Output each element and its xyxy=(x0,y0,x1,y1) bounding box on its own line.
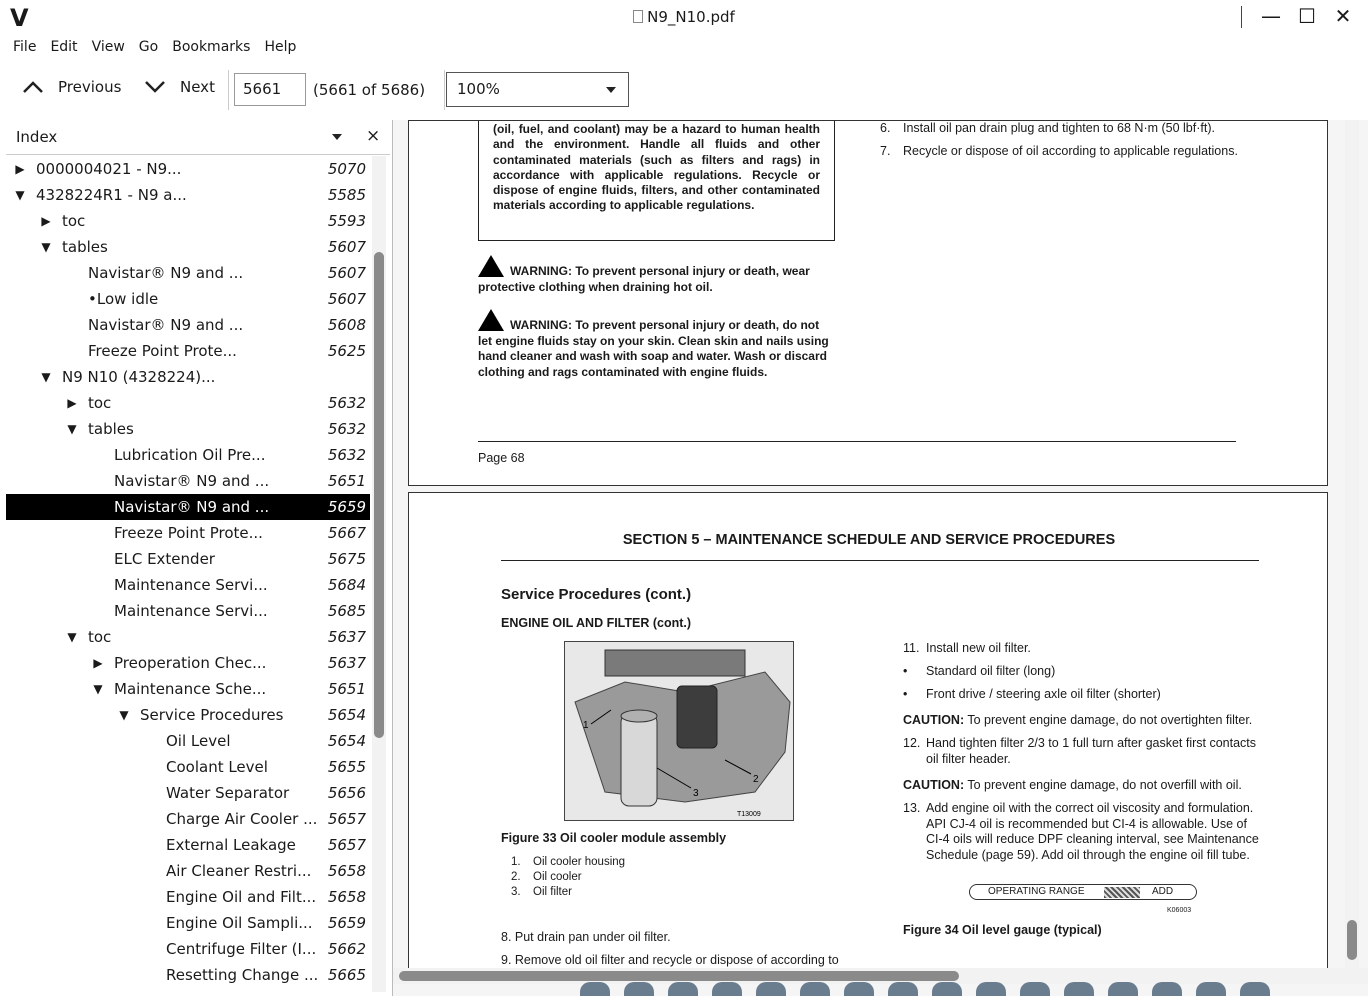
sidebar-scrollbar-thumb[interactable] xyxy=(374,252,384,738)
chevron-up-icon xyxy=(22,80,44,94)
index-tree-item[interactable] xyxy=(6,650,370,676)
index-tree-item[interactable] xyxy=(6,806,370,832)
index-tree-item-label: Freeze Point Prote... xyxy=(88,342,237,360)
index-tree-item-label: toc xyxy=(88,394,112,412)
window-controls xyxy=(1241,6,1356,28)
index-tree-item[interactable] xyxy=(6,832,370,858)
warning-hot-oil-text: WARNING: To prevent personal injury or death, wear protective clothing when draining hot oil. xyxy=(478,264,810,294)
dropdown-arrow-icon xyxy=(606,87,616,93)
figure-code: T13009 xyxy=(737,811,761,818)
pdf-page-68 xyxy=(408,120,1328,486)
legend-text: Oil cooler xyxy=(533,871,582,883)
step-8: 8. Put drain pan under oil filter. xyxy=(501,930,671,944)
index-tree-item[interactable] xyxy=(6,572,370,598)
sidebar xyxy=(0,120,392,996)
sidebar-mode-dropdown-icon[interactable] xyxy=(332,134,342,140)
taskbar-icon[interactable] xyxy=(712,982,742,996)
warning-triangle-icon xyxy=(478,309,504,331)
index-tree-item-label: 4328224R1 - N9 a... xyxy=(36,186,187,204)
collapsed-triangle-icon[interactable]: ▶ xyxy=(15,162,25,176)
expanded-triangle-icon[interactable]: ▼ xyxy=(41,240,51,254)
index-tree-item-label: Air Cleaner Restri... xyxy=(166,862,312,880)
index-tree-item[interactable] xyxy=(6,182,370,208)
warning-skin-contact xyxy=(478,309,835,380)
footer-rule xyxy=(478,441,1236,442)
index-tree-item-page: 5632 xyxy=(327,420,366,438)
taskbar-peek xyxy=(580,982,1340,996)
index-tree-item-page: 5675 xyxy=(327,550,366,568)
expanded-triangle-icon[interactable]: ▼ xyxy=(15,188,25,202)
app-logo: V xyxy=(10,4,29,32)
index-tree-item[interactable] xyxy=(6,780,370,806)
index-tree-item[interactable] xyxy=(6,962,370,988)
index-tree-item-page: 5651 xyxy=(327,680,366,698)
index-tree-item[interactable] xyxy=(6,494,370,520)
step-6: Install oil pan drain plug and tighten to 68 N·m (50 lbf·ft). xyxy=(903,121,1215,135)
oil-cooler-housing-shape xyxy=(605,650,745,676)
sidebar-title: Index xyxy=(16,128,58,146)
minimize-button[interactable]: — xyxy=(1261,4,1281,28)
zoom-value: 100% xyxy=(457,80,500,98)
maximize-button[interactable]: ☐ xyxy=(1298,4,1316,28)
expanded-triangle-icon[interactable]: ▼ xyxy=(119,708,129,722)
index-tree-item[interactable] xyxy=(6,728,370,754)
legend-item xyxy=(511,855,625,870)
caution-text: To prevent engine damage, do not overfill with oil. xyxy=(967,778,1242,792)
oil-cooler-shape xyxy=(677,686,717,748)
index-tree-item-page: 5607 xyxy=(327,238,366,256)
index-tree-item-label: Engine Oil and Filt... xyxy=(166,888,317,906)
figure-33-legend xyxy=(511,855,625,900)
index-tree-item-label: Engine Oil Sampli... xyxy=(166,914,313,932)
warning-skin-contact-text: WARNING: To prevent personal injury or death, do not let engine fluids stay on your skin. Clean skin and nails using hand cleaner and wash with soap and water. Wash or discard clothing and rags contaminated with engine fluids. xyxy=(478,318,829,379)
hazard-notice-box: (oil, fuel, and coolant) may be a hazard to human health and the environment. Handle all fluids and other contaminated materials (such as filters and rags) in accordance with applicable regulations. Recycle or dispose of engine fluids, filters, and other contaminated materials according to applicable regulations. xyxy=(478,120,835,241)
index-tree-item[interactable] xyxy=(6,390,370,416)
bullet-standard-filter: Standard oil filter (long) xyxy=(926,664,1056,678)
sidebar-scrollbar[interactable] xyxy=(372,156,386,992)
index-tree-item[interactable] xyxy=(6,156,370,182)
index-tree-item-page: 5607 xyxy=(327,290,366,308)
taskbar-icon[interactable] xyxy=(1240,982,1270,996)
previous-label: Previous xyxy=(58,78,122,96)
step-12: Hand tighten filter 2/3 to 1 full turn after gasket first contacts oil filter header. xyxy=(926,736,1257,766)
caution-label: CAUTION: xyxy=(903,713,965,727)
index-tree-item-page: 5651 xyxy=(327,472,366,490)
figure-34-caption: Figure 34 Oil level gauge (typical) xyxy=(903,923,1102,937)
viewer-vertical-scrollbar-thumb[interactable] xyxy=(1347,920,1357,960)
window-controls-separator xyxy=(1241,6,1242,28)
taskbar-icon[interactable] xyxy=(756,982,786,996)
page-count: (5661 of 5686) xyxy=(313,81,426,99)
title-bar xyxy=(0,0,1368,36)
taskbar-icon[interactable] xyxy=(844,982,874,996)
index-tree-item[interactable] xyxy=(6,338,370,364)
index-tree-item[interactable] xyxy=(6,416,370,442)
index-tree-item-page: 5625 xyxy=(327,342,366,360)
index-tree-item[interactable] xyxy=(6,208,370,234)
index-tree-item-page: 5637 xyxy=(327,628,366,646)
caution-overtighten xyxy=(903,713,1263,729)
taskbar-icon[interactable] xyxy=(800,982,830,996)
index-tree-item-label: Freeze Point Prote... xyxy=(114,524,263,542)
step-6-number: 6. xyxy=(880,121,891,135)
index-tree-item-label: Navistar® N9 and ... xyxy=(88,264,244,282)
legend-number: 3. xyxy=(511,886,521,898)
index-tree-item-label: Maintenance Servi... xyxy=(114,602,268,620)
legend-item xyxy=(511,885,625,900)
index-tree-item[interactable] xyxy=(6,884,370,910)
bullet-icon: • xyxy=(903,687,908,701)
step-7: Recycle or dispose of oil according to applicable regulations. xyxy=(903,144,1238,158)
index-tree-item-label: tables xyxy=(88,420,134,438)
index-tree-item[interactable] xyxy=(6,702,370,728)
index-tree-item-page: 5658 xyxy=(327,888,366,906)
index-tree-item-page: 5685 xyxy=(327,602,366,620)
index-tree-item[interactable] xyxy=(6,364,370,390)
index-tree-item-label: Preoperation Chec... xyxy=(114,654,267,672)
index-tree-item-label: Oil Level xyxy=(166,732,231,750)
index-tree-item-label: Navistar® N9 and ... xyxy=(114,498,270,516)
menu-bar xyxy=(0,36,1368,60)
index-tree-item[interactable] xyxy=(6,754,370,780)
callout-2: 2 xyxy=(753,774,759,785)
taskbar-icon[interactable] xyxy=(1152,982,1182,996)
viewer-horizontal-scrollbar-thumb[interactable] xyxy=(399,971,959,981)
index-tree-item-label: Water Separator xyxy=(166,784,290,802)
subtitle: Service Procedures (cont.) xyxy=(501,586,692,603)
index-tree-item-page: 5654 xyxy=(327,706,366,724)
figure-33-caption: Figure 33 Oil cooler module assembly xyxy=(501,831,727,845)
gauge-add: ADD xyxy=(1152,886,1174,897)
menu-bookmarks[interactable]: Bookmarks xyxy=(172,39,251,55)
index-tree-item-page: 5659 xyxy=(327,914,366,932)
step-11-number: 11. xyxy=(903,641,920,655)
legend-text: Oil filter xyxy=(533,886,572,898)
index-tree-item-label: Charge Air Cooler ... xyxy=(166,810,318,828)
index-tree-item-label: 0000004021 - N9... xyxy=(36,160,182,178)
index-tree xyxy=(6,156,370,992)
document-icon xyxy=(633,10,643,23)
callout-3: 3 xyxy=(693,788,699,799)
warning-hot-oil xyxy=(478,255,835,295)
index-tree-item-label: •Low idle xyxy=(88,290,159,308)
index-tree-item-page: 5657 xyxy=(327,810,366,828)
index-tree-item[interactable] xyxy=(6,936,370,962)
index-tree-item-label: Coolant Level xyxy=(166,758,268,776)
index-tree-item-page: 5662 xyxy=(327,940,366,958)
expanded-triangle-icon[interactable]: ▼ xyxy=(67,422,77,436)
taskbar-icon[interactable] xyxy=(932,982,962,996)
collapsed-triangle-icon[interactable]: ▶ xyxy=(93,656,103,670)
taskbar-icon[interactable] xyxy=(668,982,698,996)
collapsed-triangle-icon[interactable]: ▶ xyxy=(67,396,77,410)
step-9: 9. Remove old oil filter and recycle or dispose of according to xyxy=(501,953,839,967)
index-tree-item[interactable] xyxy=(6,234,370,260)
taskbar-icon[interactable] xyxy=(1064,982,1094,996)
legend-text: Oil cooler housing xyxy=(533,856,626,868)
window-title xyxy=(0,4,1368,28)
oil-cooler-module-figure xyxy=(564,641,794,821)
index-tree-item-page: 5632 xyxy=(327,394,366,412)
index-tree-item-page: 5658 xyxy=(327,862,366,880)
index-tree-item-page: 5684 xyxy=(327,576,366,594)
index-tree-item[interactable] xyxy=(6,260,370,286)
taskbar-icon[interactable] xyxy=(1020,982,1050,996)
gauge-operating-range: OPERATING RANGE xyxy=(988,886,1085,897)
menu-file[interactable]: File xyxy=(13,39,37,55)
legend-number: 2. xyxy=(511,871,521,883)
toolbar-separator xyxy=(228,70,229,110)
subsection-title: ENGINE OIL AND FILTER (cont.) xyxy=(501,616,692,630)
expanded-triangle-icon[interactable]: ▼ xyxy=(93,682,103,696)
index-tree-item-page: 5637 xyxy=(327,654,366,672)
oil-filter-shape xyxy=(621,714,657,806)
index-tree-item[interactable] xyxy=(6,312,370,338)
index-tree-item-page: 5667 xyxy=(327,524,366,542)
gauge-code: K06003 xyxy=(1167,907,1192,914)
gauge-hatch xyxy=(1104,887,1140,898)
index-tree-item-page: 5585 xyxy=(327,186,366,204)
index-tree-item-label: N9 N10 (4328224)... xyxy=(62,368,216,386)
taskbar-icon[interactable] xyxy=(1108,982,1138,996)
index-tree-item-label: Lubrication Oil Pre... xyxy=(114,446,266,464)
index-tree-item-label: Service Procedures xyxy=(140,706,284,724)
step-7-number: 7. xyxy=(880,144,891,158)
index-tree-item-label: External Leakage xyxy=(166,836,296,854)
chevron-down-icon xyxy=(144,80,166,94)
document-viewer[interactable] xyxy=(392,120,1368,996)
page-label: Page 68 xyxy=(478,451,525,465)
window-title-text: N9_N10.pdf xyxy=(647,8,735,26)
index-tree-item-label: Maintenance Sche... xyxy=(114,680,267,698)
index-tree-item[interactable] xyxy=(6,624,370,650)
index-tree-item-page: 5593 xyxy=(327,212,366,230)
index-tree-item-page: 5654 xyxy=(327,732,366,750)
step-13: Add engine oil with the correct oil viscosity and formulation. API CJ-4 oil is recommended but CI-4 is allowable. Use of CI-4 oils will reduce DPF cleaning interval, see Maintenance Schedule (page 59). Add oil through the engine oil fill tube. xyxy=(926,801,1259,862)
bullet-icon: • xyxy=(903,664,908,678)
viewer-vertical-scrollbar[interactable] xyxy=(1345,120,1359,968)
section-title: SECTION 5 – MAINTENANCE SCHEDULE AND SERVICE PROCEDURES xyxy=(622,532,1116,548)
index-tree-item[interactable] xyxy=(6,546,370,572)
next-label: Next xyxy=(180,78,215,96)
step-13-number: 13. xyxy=(903,801,921,815)
bullet-front-drive-filter: Front drive / steering axle oil filter (shorter) xyxy=(926,687,1161,701)
page-number-input[interactable]: 5661 xyxy=(234,73,306,106)
step-11: Install new oil filter. xyxy=(926,641,1031,655)
index-tree-item-label: Resetting Change ... xyxy=(166,966,319,984)
index-tree-item[interactable] xyxy=(6,286,370,312)
taskbar-icon[interactable] xyxy=(624,982,654,996)
step-12-number: 12. xyxy=(903,736,921,750)
index-tree-item-label: Navistar® N9 and ... xyxy=(114,472,270,490)
caution-text: To prevent engine damage, do not overtighten filter. xyxy=(967,713,1253,727)
close-button[interactable]: ✕ xyxy=(1334,4,1352,28)
index-tree-item-page: 5657 xyxy=(327,836,366,854)
index-tree-item-page: 5070 xyxy=(327,160,366,178)
pdf-page-69 xyxy=(408,492,1328,982)
callout-1: 1 xyxy=(583,720,589,731)
index-tree-item-label: toc xyxy=(88,628,112,646)
index-tree-item[interactable] xyxy=(6,910,370,936)
expanded-triangle-icon[interactable]: ▼ xyxy=(67,630,77,644)
sidebar-close-button[interactable]: × xyxy=(366,126,381,146)
index-tree-item-label: Maintenance Servi... xyxy=(114,576,268,594)
taskbar-icon[interactable] xyxy=(580,982,610,996)
warning-triangle-icon xyxy=(478,255,504,277)
menu-go[interactable]: Go xyxy=(138,39,159,55)
index-tree-item-label: Navistar® N9 and ... xyxy=(88,316,244,334)
taskbar-icon[interactable] xyxy=(976,982,1006,996)
oil-cooler-illustration xyxy=(565,642,793,820)
sidebar-divider xyxy=(6,154,390,155)
menu-help[interactable]: Help xyxy=(264,39,297,55)
collapsed-triangle-icon[interactable]: ▶ xyxy=(41,214,51,228)
taskbar-icon[interactable] xyxy=(888,982,918,996)
index-tree-item-page: 5659 xyxy=(327,498,366,516)
index-tree-item[interactable] xyxy=(6,598,370,624)
caution-overfill xyxy=(903,778,1263,794)
index-tree-item[interactable] xyxy=(6,468,370,494)
index-tree-item-page: 5607 xyxy=(327,264,366,282)
index-tree-item-page: 5665 xyxy=(327,966,366,984)
menu-view[interactable]: View xyxy=(91,39,125,55)
section-rule xyxy=(501,560,1259,561)
oil-level-gauge xyxy=(969,884,1197,900)
legend-number: 1. xyxy=(511,856,521,868)
menu-edit[interactable]: Edit xyxy=(50,39,78,55)
index-tree-item[interactable] xyxy=(6,676,370,702)
toolbar xyxy=(0,64,1368,116)
taskbar-icon[interactable] xyxy=(1196,982,1226,996)
index-tree-item-page: 5655 xyxy=(327,758,366,776)
index-tree-item[interactable] xyxy=(6,520,370,546)
next-button[interactable] xyxy=(144,78,215,96)
index-tree-item-label: toc xyxy=(62,212,86,230)
toolbar-separator xyxy=(444,70,445,110)
index-tree-item-page: 5656 xyxy=(327,784,366,802)
expanded-triangle-icon[interactable]: ▼ xyxy=(41,370,51,384)
index-tree-item-page: 5608 xyxy=(327,316,366,334)
index-tree-item[interactable] xyxy=(6,858,370,884)
previous-button[interactable] xyxy=(22,78,121,96)
caution-label: CAUTION: xyxy=(903,778,965,792)
legend-item xyxy=(511,870,625,885)
zoom-select[interactable] xyxy=(446,72,629,107)
index-tree-item-label: Centrifuge Filter (I... xyxy=(166,940,317,958)
index-tree-item-label: ELC Extender xyxy=(114,550,215,568)
index-tree-item-label: tables xyxy=(62,238,108,256)
index-tree-item-page: 5632 xyxy=(327,446,366,464)
index-tree-item[interactable] xyxy=(6,442,370,468)
